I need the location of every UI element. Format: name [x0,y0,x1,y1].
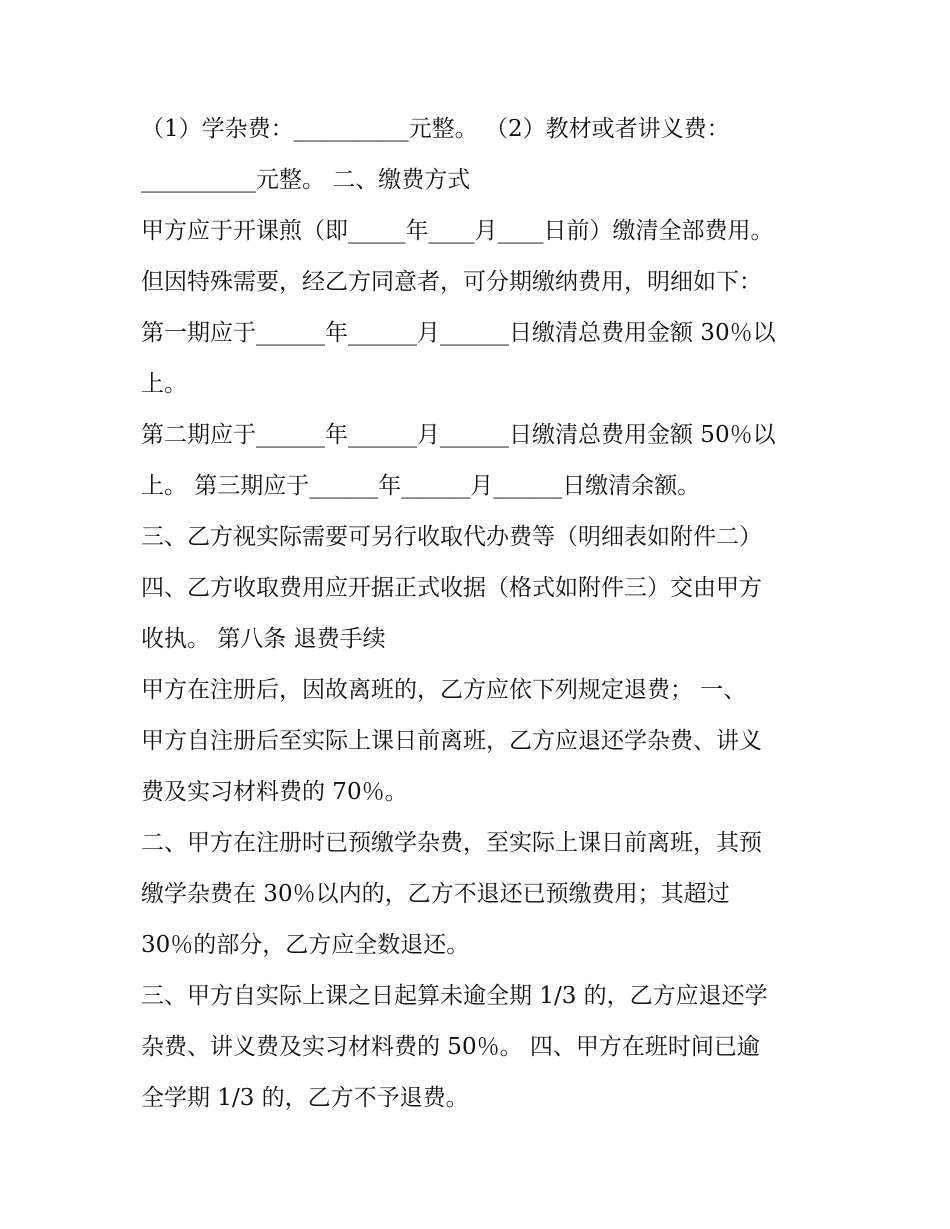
text-line-14: 费及实习材料费的 70％。 [141,779,408,805]
text-line-2: __________元整。 二、缴费方式 [141,167,471,193]
text-line-15: 二、甲方在注册时已预缴学杂费，至实际上课日前离班，其预 [141,830,762,856]
text-line-4: 但因特殊需要，经乙方同意者，可分期缴纳费用，明细如下： [141,269,762,295]
text-line-3: 甲方应于开课煎（即_____年____月____日前）缴清全部费用。 [141,218,774,244]
text-line-9: 三、乙方视实际需要可另行收取代办费等（明细表如附件二） [141,524,762,550]
text-line-10: 四、乙方收取费用应开据正式收据（格式如附件三）交由甲方 [141,575,762,601]
text-line-1: （1）学杂费：__________元整。 （2）教材或者讲义费： [141,116,730,142]
text-line-5: 第一期应于______年______月______日缴清总费用金额 30％以 [141,320,776,346]
text-line-8: 上。 第三期应于______年______月______日缴清余额。 [141,473,701,499]
text-line-11: 收执。 第八条 退费手续 [141,626,386,652]
text-line-16: 缴学杂费在 30％以内的，乙方不退还已预缴费用；其超过 [141,881,730,907]
text-line-6: 上。 [141,371,187,397]
text-line-17: 30％的部分，乙方应全数退还。 [141,932,470,958]
text-line-7: 第二期应于______年______月______日缴清总费用金额 50％以 [141,422,776,448]
text-line-20: 全学期 1/3 的，乙方不予退费。 [141,1085,469,1111]
text-line-18: 三、甲方自实际上课之日起算未逾全期 1/3 的，乙方应退还学 [141,983,768,1009]
text-line-19: 杂费、讲义费及实习材料费的 50％。 四、甲方在班时间已逾 [141,1034,760,1060]
text-line-12: 甲方在注册后，因故离班的，乙方应依下列规定退费； 一、 [141,677,747,703]
text-line-13: 甲方自注册后至实际上课日前离班，乙方应退还学杂费、讲义 [141,728,762,754]
